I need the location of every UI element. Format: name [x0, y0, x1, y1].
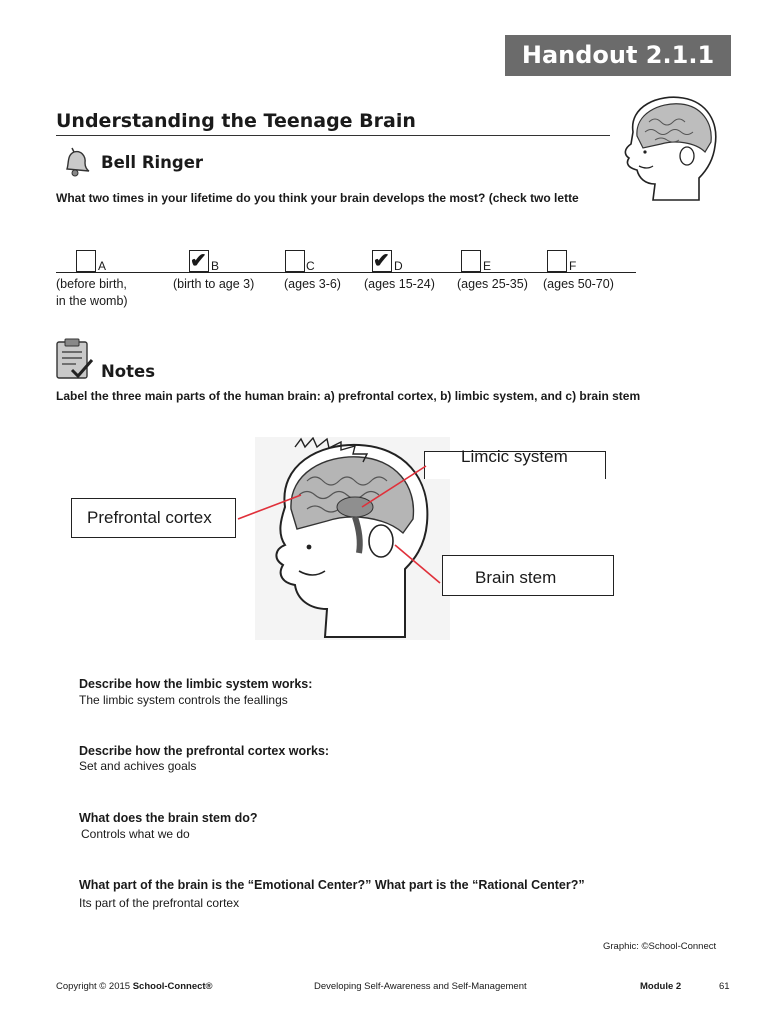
option-b-desc: (birth to age 3) — [173, 277, 255, 291]
bell-ringer-question: What two times in your lifetime do you think your brain develops the most? (check two lette — [56, 191, 579, 205]
page-title: Understanding the Teenage Brain — [56, 110, 416, 132]
notes-instruction: Label the three main parts of the human brain: a) prefrontal cortex, b) limbic system, and c) brain stem — [56, 389, 641, 403]
brain-stem-label[interactable]: Brain stem — [442, 555, 614, 596]
option-c-desc: (ages 3-6) — [284, 277, 341, 291]
bell-icon — [58, 145, 92, 179]
check-mark-b: ✔ — [190, 250, 207, 272]
footer-copyright — [56, 981, 213, 992]
check-mark-d: ✔ — [373, 250, 390, 272]
page-number: 61 — [719, 981, 730, 992]
checkbox-e[interactable] — [461, 250, 481, 272]
answer-centers[interactable]: Its part of the prefrontal cortex — [79, 896, 240, 910]
brain-head-illustration — [255, 437, 450, 640]
option-b-letter: B — [211, 259, 220, 273]
answer-brainstem[interactable]: Controls what we do — [81, 827, 190, 841]
notes-heading: Notes — [101, 362, 156, 381]
footer-module: Module 2 — [640, 981, 682, 992]
option-f-letter: F — [569, 259, 577, 273]
title-rule — [56, 135, 610, 136]
question-brainstem: What does the brain stem do? — [79, 811, 258, 825]
clipboard-icon — [54, 338, 94, 382]
option-d-desc: (ages 15-24) — [364, 277, 435, 291]
question-prefrontal: Describe how the prefrontal cortex works: — [79, 744, 330, 758]
question-limbic: Describe how the limbic system works: — [79, 677, 313, 691]
bell-ringer-heading: Bell Ringer — [101, 153, 204, 172]
limbic-system-label[interactable]: Limcic system — [424, 451, 606, 479]
footer-brand: School-Connect® — [132, 981, 213, 992]
checkbox-b[interactable] — [189, 250, 209, 272]
graphic-credit: Graphic: ©School-Connect — [603, 941, 717, 952]
head-illustration-small — [615, 92, 721, 204]
option-f-desc: (ages 50-70) — [543, 277, 614, 291]
footer-copyright-text: Copyright © 2015 — [56, 981, 133, 992]
checkbox-f[interactable] — [547, 250, 567, 272]
option-a-desc-line2: in the womb) — [56, 294, 128, 308]
question-centers: What part of the brain is the “Emotional Center?” What part is the “Rational Center?” — [79, 878, 585, 892]
checkbox-c[interactable] — [285, 250, 305, 272]
option-a-letter: A — [98, 259, 107, 273]
option-a-desc: (before birth, — [56, 277, 127, 291]
footer-course: Developing Self-Awareness and Self-Management — [314, 981, 527, 992]
options-baseline — [56, 272, 636, 273]
answer-prefrontal[interactable]: Set and achives goals — [79, 759, 197, 773]
handout-badge: Handout 2.1.1 — [505, 35, 731, 76]
option-c-letter: C — [306, 259, 315, 273]
prefrontal-cortex-label[interactable]: Prefrontal cortex — [71, 498, 236, 538]
option-d-letter: D — [394, 259, 403, 273]
option-e-desc: (ages 25-35) — [457, 277, 528, 291]
checkbox-d[interactable] — [372, 250, 392, 272]
checkbox-a[interactable] — [76, 250, 96, 272]
answer-limbic[interactable]: The limbic system controls the feallings — [79, 693, 288, 707]
option-e-letter: E — [483, 259, 492, 273]
